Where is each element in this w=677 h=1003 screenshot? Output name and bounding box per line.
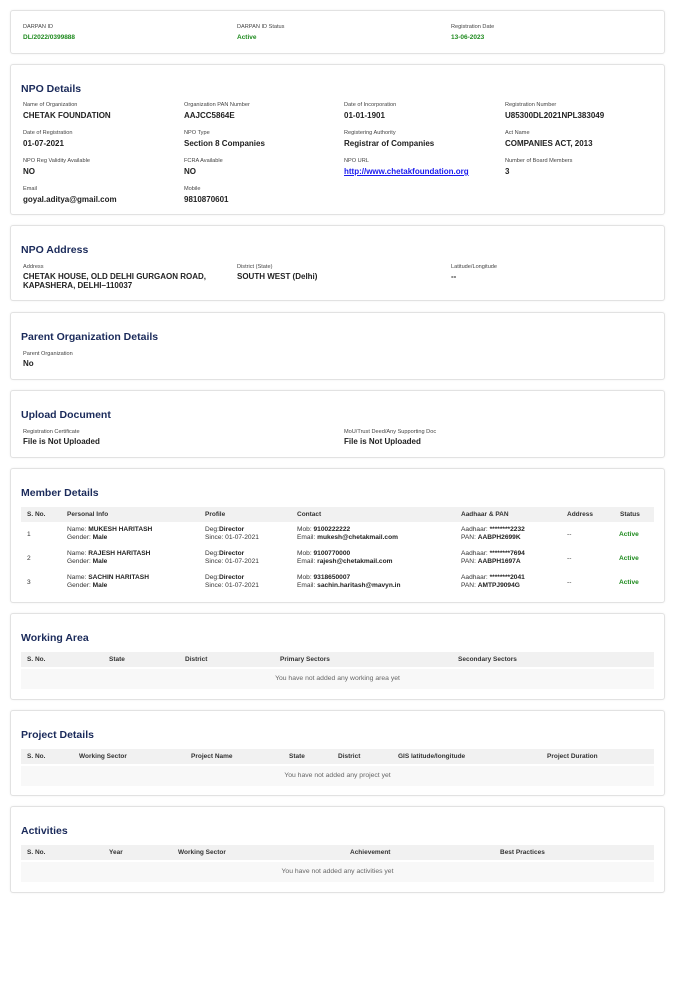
npo-address-card (10, 225, 665, 301)
col-personal-info: Personal Info (67, 511, 109, 518)
parent-org-title: Parent Organization Details (21, 331, 159, 343)
row-pan: PAN: AABPH2699K (461, 534, 521, 541)
npo-type-value: Section 8 Companies (184, 139, 265, 148)
col-working-sector: Working Sector (79, 753, 127, 760)
row-since: Since: 01-07-2021 (205, 534, 259, 541)
address-line2: KAPASHERA, DELHI–110037 (23, 281, 133, 290)
status-badge: Active (619, 579, 639, 586)
status-badge: Active (619, 531, 639, 538)
row-address: -- (567, 531, 572, 538)
field-label: NPO Type (184, 130, 210, 136)
row-gender: Gender: Male (67, 558, 108, 565)
member-details-title: Member Details (21, 487, 99, 499)
col-primary-sectors: Primary Sectors (280, 656, 330, 663)
field-label: Act Name (505, 130, 530, 136)
col-district: District (338, 753, 361, 760)
row-gender: Gender: Male (67, 534, 108, 541)
row-email: Email: mukesh@chetakmail.com (297, 534, 398, 541)
col-sno: S. No. (27, 511, 46, 518)
col-achievement: Achievement (350, 849, 391, 856)
latlng-value: -- (451, 272, 457, 281)
working-area-title: Working Area (21, 632, 89, 644)
activities-empty-message: You have not added any activities yet (21, 862, 654, 882)
col-state: State (289, 753, 305, 760)
col-working-sector: Working Sector (178, 849, 226, 856)
darpan-summary-card (10, 10, 665, 54)
activities-table-header (21, 845, 654, 860)
row-pan: PAN: AMTPJ9094G (461, 582, 520, 589)
col-sno: S. No. (27, 656, 46, 663)
col-district: District (185, 656, 208, 663)
npo-details-title: NPO Details (21, 83, 82, 95)
row-since: Since: 01-07-2021 (205, 558, 259, 565)
parent-org-card (10, 312, 665, 380)
col-sno: S. No. (27, 753, 46, 760)
row-sno: 1 (27, 531, 31, 538)
field-label: Organization PAN Number (184, 102, 250, 108)
row-email: Email: rajesh@chetakmail.com (297, 558, 393, 565)
darpan-status-label: DARPAN ID Status (237, 24, 285, 30)
field-label: Date of Incorporation (344, 102, 397, 108)
working-area-table-header (21, 652, 654, 667)
registration-number-value: U85300DL2021NPL383049 (505, 111, 605, 120)
latlng-label: Latitude/Longitude (451, 264, 498, 270)
col-state: State (109, 656, 125, 663)
row-address: -- (567, 579, 572, 586)
row-aadhaar: Aadhaar: ********2232 (461, 526, 525, 533)
row-gender: Gender: Male (67, 582, 108, 589)
working-area-card (10, 613, 665, 700)
row-mobile: Mob: 9318650007 (297, 574, 351, 581)
darpan-status-value: Active (237, 34, 257, 41)
field-label: Registering Authority (344, 130, 396, 136)
col-sno: S. No. (27, 849, 46, 856)
member-details-card (10, 468, 665, 603)
darpan-id-value: DL/2022/0399888 (23, 34, 76, 41)
row-address: -- (567, 555, 572, 562)
board-members-value: 3 (505, 167, 510, 176)
member-table-header (21, 507, 654, 522)
working-area-empty-message: You have not added any working area yet (21, 669, 654, 689)
row-name: Name: MUKESH HARITASH (67, 526, 153, 533)
activities-card (10, 806, 665, 893)
fcra-value: NO (184, 167, 196, 176)
mou-value: File is Not Uploaded (344, 437, 421, 446)
row-designation: Deg:Director (205, 526, 245, 533)
email-value: goyal.aditya@gmail.com (23, 195, 117, 204)
upload-document-title: Upload Document (21, 409, 111, 421)
district-label: District (State) (237, 264, 273, 270)
incorporation-date-value: 01-01-1901 (344, 111, 385, 120)
row-pan: PAN: AABPH1697A (461, 558, 521, 565)
row-email: Email: sachin.haritash@mavyn.in (297, 582, 401, 589)
row-aadhaar: Aadhaar: ********2041 (461, 574, 525, 581)
col-profile: Profile (205, 511, 226, 518)
row-designation: Deg:Director (205, 574, 245, 581)
field-label: NPO Reg Validity Available (23, 158, 90, 164)
row-since: Since: 01-07-2021 (205, 582, 259, 589)
registration-date-value: 13-06-2023 (451, 34, 485, 41)
col-secondary-sectors: Secondary Sectors (458, 656, 517, 663)
address-label: Address (23, 264, 44, 270)
col-best-practices: Best Practices (500, 849, 545, 856)
activities-title: Activities (21, 825, 68, 837)
upload-document-card (10, 390, 665, 458)
col-address: Address (567, 511, 594, 518)
row-name: Name: SACHIN HARITASH (67, 574, 149, 581)
status-badge: Active (619, 555, 639, 562)
row-aadhaar: Aadhaar: ********7694 (461, 550, 525, 557)
col-status: Status (620, 511, 640, 518)
row-sno: 3 (27, 579, 31, 586)
parent-org-label: Parent Organization (23, 351, 73, 357)
col-project-duration: Project Duration (547, 753, 598, 760)
act-name-value: COMPANIES ACT, 2013 (505, 139, 593, 148)
col-year: Year (109, 849, 123, 856)
district-value: SOUTH WEST (Delhi) (237, 272, 318, 281)
npo-url-link[interactable]: http://www.chetakfoundation.org (344, 167, 469, 176)
project-table-header (21, 749, 654, 764)
project-empty-message: You have not added any project yet (21, 766, 654, 786)
reg-certificate-label: Registration Certificate (23, 429, 80, 435)
col-project-name: Project Name (191, 753, 233, 760)
field-label: FCRA Available (184, 158, 223, 164)
field-label: Date of Registration (23, 130, 73, 136)
mou-label: MoU/Trust Deed/Any Supporting Doc (344, 429, 437, 435)
npo-address-title: NPO Address (21, 244, 89, 256)
pan-value: AAJCC5864E (184, 111, 235, 120)
address-line1: CHETAK HOUSE, OLD DELHI GURGAON ROAD, (23, 272, 206, 281)
row-mobile: Mob: 9100222222 (297, 526, 351, 533)
col-aadhaar-pan: Aadhaar & PAN (461, 511, 509, 518)
field-label: Registration Number (505, 102, 557, 108)
registering-authority-value: Registrar of Companies (344, 139, 435, 148)
registration-date-label: Registration Date (451, 24, 495, 30)
row-mobile: Mob: 9100770000 (297, 550, 351, 557)
col-contact: Contact (297, 511, 322, 518)
registration-date-value: 01-07-2021 (23, 139, 64, 148)
col-gis: GIS latitude/longitude (398, 753, 466, 760)
project-details-title: Project Details (21, 729, 94, 741)
row-designation: Deg:Director (205, 550, 245, 557)
row-sno: 2 (27, 555, 31, 562)
reg-validity-value: NO (23, 167, 35, 176)
npo-details-card (10, 64, 665, 215)
reg-certificate-value: File is Not Uploaded (23, 437, 100, 446)
darpan-id-label: DARPAN ID (23, 24, 54, 30)
field-label: Number of Board Members (505, 158, 573, 164)
field-label: Name of Organization (23, 102, 78, 108)
project-details-card (10, 710, 665, 796)
field-label: Email (23, 186, 37, 192)
mobile-value: 9810870601 (184, 195, 229, 204)
parent-org-value: No (23, 359, 34, 368)
org-name-value: CHETAK FOUNDATION (23, 111, 111, 120)
row-name: Name: RAJESH HARITASH (67, 550, 151, 557)
field-label: NPO URL (344, 158, 369, 164)
field-label: Mobile (184, 186, 201, 192)
